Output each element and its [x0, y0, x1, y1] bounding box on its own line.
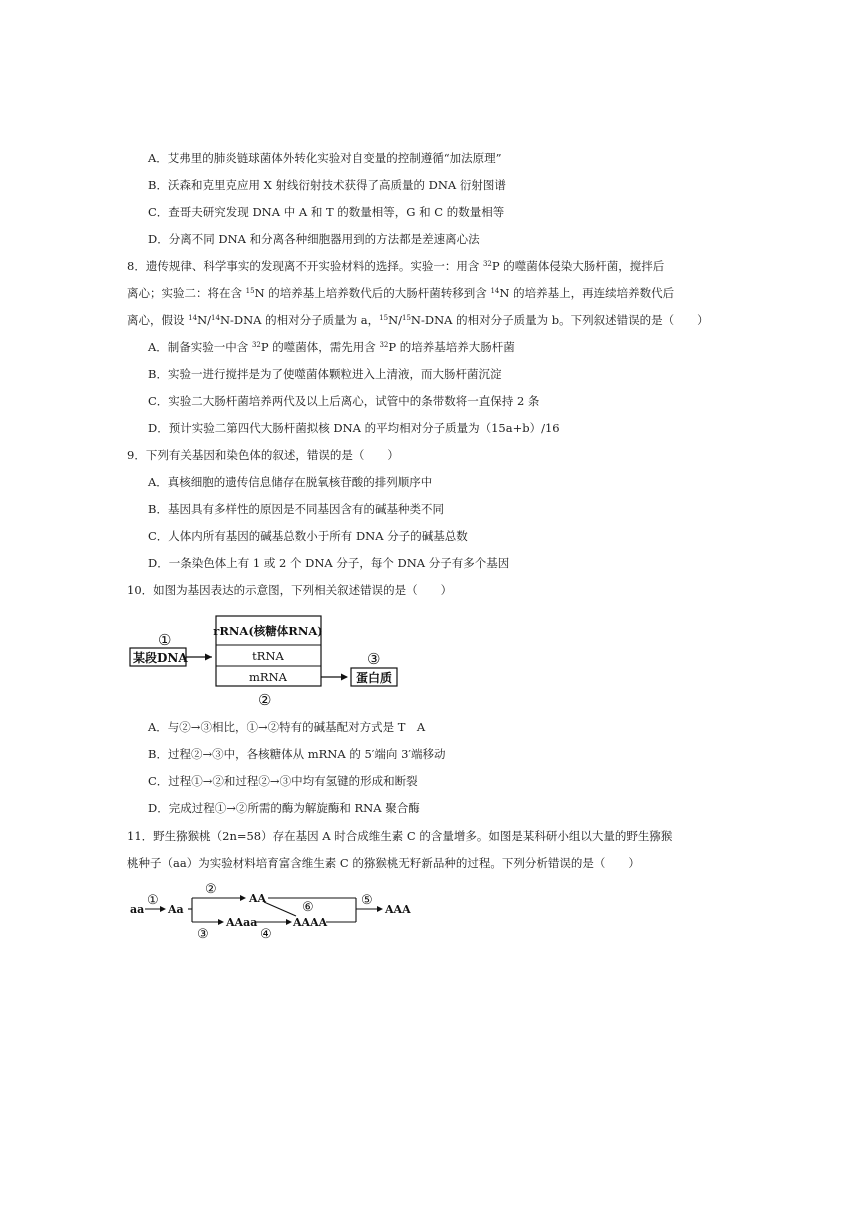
- q10-option-a: A．与②→③相比，①→②特有的碱基配对方式是 T A: [148, 720, 426, 734]
- step-1-label: ①: [147, 893, 159, 908]
- q8-option-a: A．制备实验一中含 $^{32}$P 的噬菌体，需先用含 $^{32}$P 的培养基培养大肠杆菌: [148, 340, 515, 354]
- rrna-label: rRNA(核糖体RNA): [213, 624, 323, 638]
- dna-label: 某段DNA: [133, 651, 188, 665]
- q11-stem-line2: 桃种子（aa）为实验材料培育富含维生素 C 的猕猴桃无籽新品种的过程。下列分析错误的是（ ）: [127, 856, 640, 870]
- step-6-label: ⑥: [302, 900, 314, 915]
- protein-label: 蛋白质: [355, 671, 393, 685]
- q7-option-a: A．艾弗里的肺炎链球菌体外转化实验对自变量的控制遵循“加法原理”: [148, 151, 502, 165]
- q9-option-b: B．基因具有多样性的原因是不同基因含有的碱基种类不同: [148, 502, 444, 516]
- q8-option-b: B．实验一进行搅拌是为了使噬菌体颗粒进入上清液，而大肠杆菌沉淀: [148, 367, 502, 381]
- q8-stem-line1: 8．遗传规律、科学事实的发现离不开实验材料的选择。实验一：用含 $^{32}$P 的噬菌体侵染大肠杆菌，搅拌后: [127, 259, 665, 273]
- q9-option-a: A．真核细胞的遗传信息储存在脱氧核苷酸的排列顺序中: [148, 475, 433, 489]
- q9-stem: 9．下列有关基因和染色体的叙述，错误的是（ ）: [127, 448, 399, 462]
- q11-stem-line1: 11．野生猕猴桃（2n=58）存在基因 A 时合成维生素 C 的含量增多。如图是某科研小组以大量的野生猕猴: [127, 829, 673, 843]
- q10-option-b: B．过程②→③中，各核糖体从 mRNA 的 5′端向 3′端移动: [148, 747, 446, 761]
- q10-option-c: C．过程①→②和过程②→③中均有氢键的形成和断裂: [148, 774, 418, 788]
- AAAA-label: AAAA: [293, 916, 328, 929]
- aa-label: aa: [130, 903, 145, 916]
- step-5-label: ⑤: [361, 893, 373, 908]
- q7-option-c: C．查哥夫研究发现 DNA 中 A 和 T 的数量相等，G 和 C 的数量相等: [148, 205, 505, 219]
- Aa-label: Aa: [168, 903, 184, 916]
- step-4-label: ④: [260, 927, 272, 942]
- q7-option-d: D．分离不同 DNA 和分离各种细胞器用到的方法都是差速离心法: [148, 232, 480, 246]
- dna-step-label: ①: [158, 631, 172, 649]
- step-2-label: ②: [205, 882, 217, 897]
- cross-line: [264, 902, 296, 916]
- step-3-label: ③: [197, 927, 209, 942]
- AAA-label: AAA: [385, 903, 411, 916]
- trna-label: tRNA: [252, 649, 284, 663]
- q8-option-d: D．预计实验二第四代大肠杆菌拟核 DNA 的平均相对分子质量为（15a+b）/16: [148, 421, 560, 435]
- q7-option-b: B．沃森和克里克应用 X 射线衍射技术获得了高质量的 DNA 衍射图谱: [148, 178, 506, 192]
- q8-stem-line2: 离心；实验二：将在含 $^{15}$N 的培养基上培养数代后的大肠杆菌转移到含 $^{14}$N 的培养基上，再连续培养数代后: [127, 286, 675, 300]
- q8-stem-line3: 离心，假设 $^{14}$N/$^{14}$N-DNA 的相对分子质量为 a，$^{15}$N/$^{15}$N-DNA 的相对分子质量为 b。下列叙述错误的是（ ）: [127, 313, 709, 327]
- q8-option-c: C．实验二大肠杆菌培养两代及以上后离心，试管中的条带数将一直保持 2 条: [148, 394, 540, 408]
- AAaa-label: AAaa: [226, 916, 258, 929]
- rna-step-label: ②: [258, 691, 272, 709]
- protein-step-label: ③: [367, 650, 381, 668]
- arrow-head-rna-to-protein: [341, 674, 348, 681]
- arrow-head-dna-to-rna: [205, 654, 212, 661]
- AA-label: AA: [249, 892, 267, 905]
- q9-option-c: C．人体内所有基因的碱基总数小于所有 DNA 分子的碱基总数: [148, 529, 468, 543]
- q10-stem: 10．如图为基因表达的示意图，下列相关叙述错误的是（ ）: [127, 583, 453, 597]
- q9-option-d: D．一条染色体上有 1 或 2 个 DNA 分子，每个 DNA 分子有多个基因: [148, 556, 510, 570]
- mrna-label: mRNA: [249, 670, 287, 684]
- q10-option-d: D．完成过程①→②所需的酶为解旋酶和 RNA 聚合酶: [148, 801, 420, 815]
- breeding-diagram: [130, 882, 411, 942]
